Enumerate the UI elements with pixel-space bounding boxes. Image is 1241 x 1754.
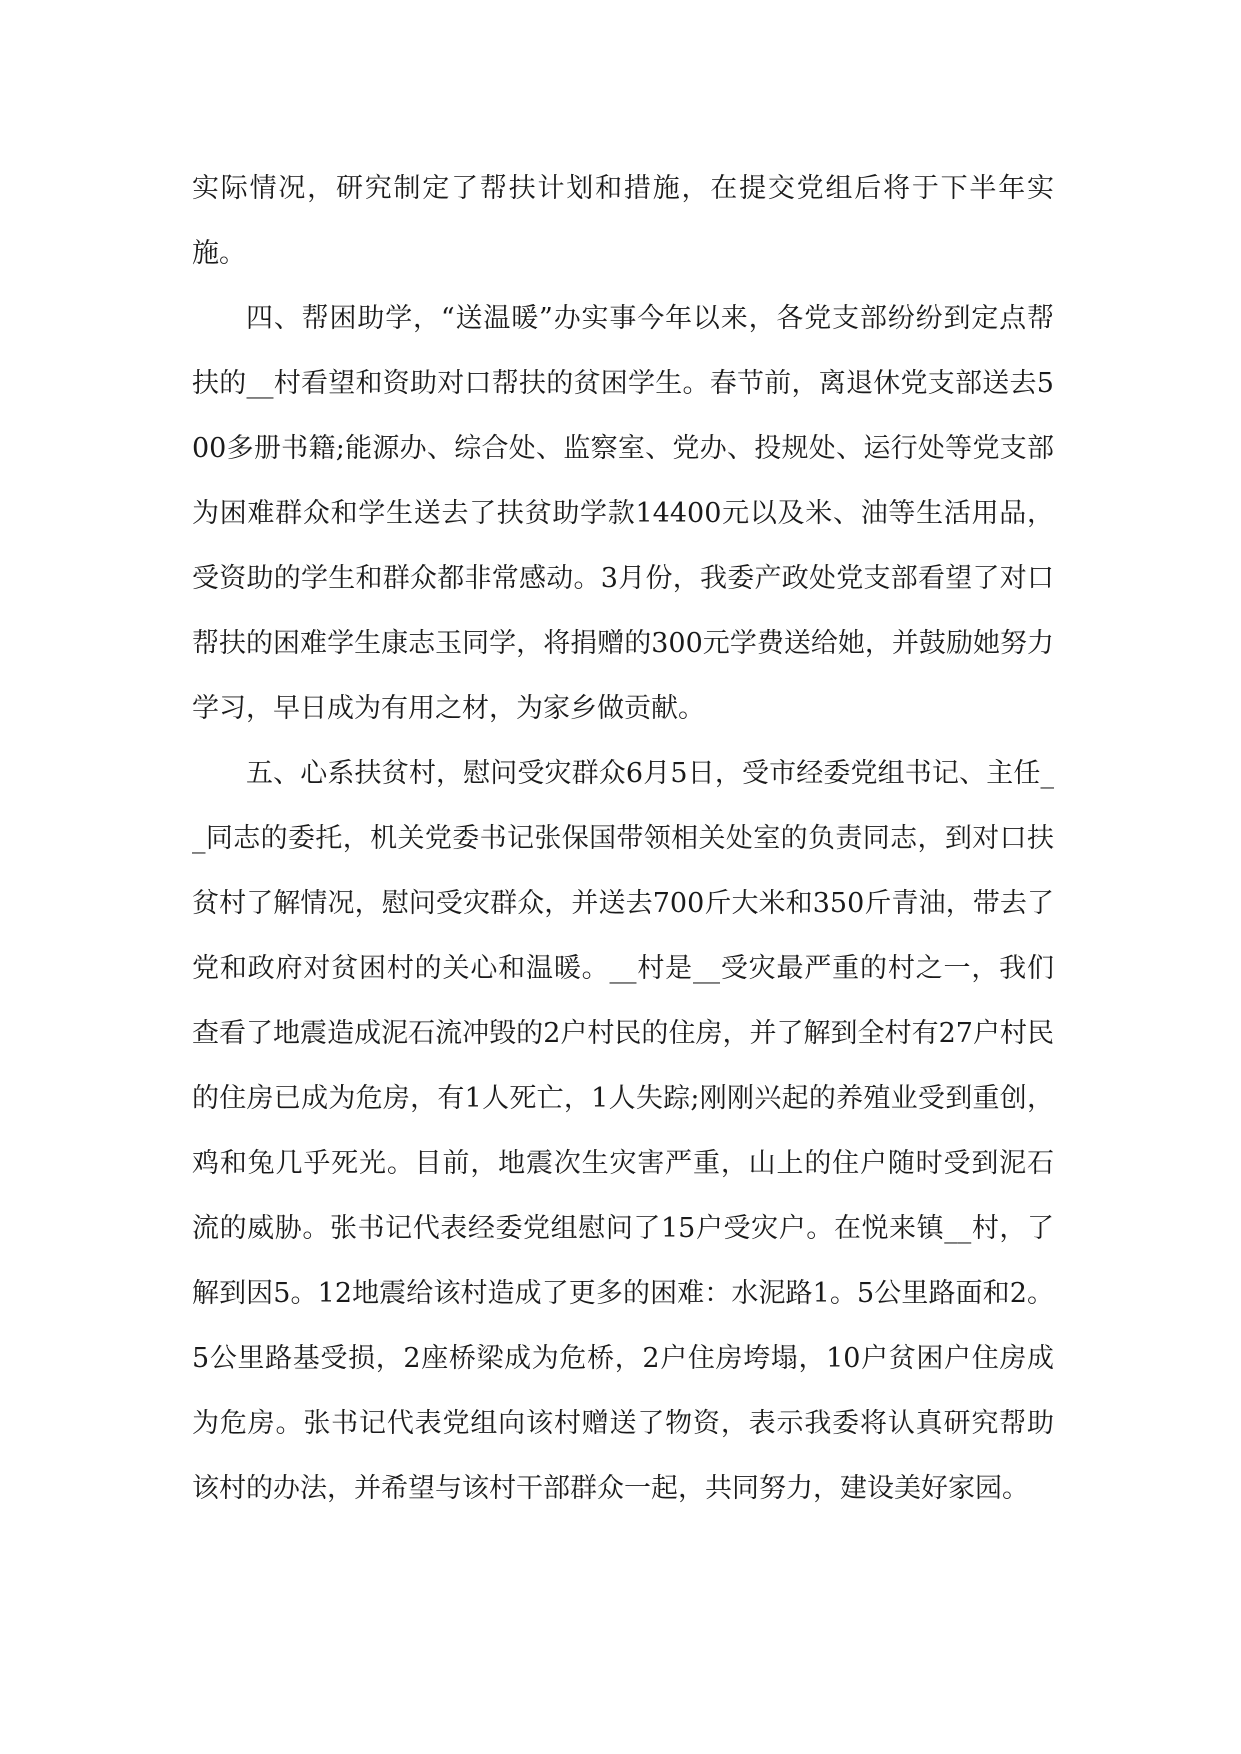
paragraph-section-four: 四、帮困助学，“送温暖”办实事今年以来，各党支部纷纷到定点帮扶的__村看望和资助对口帮扶的贫困学生。春节前，离退休党支部送去500多册书籍;能源办、综合处、监察室、党办、投规处、运行处等党支部为困难群众和学生送去了扶贫助学款14400元以及米、油等生活用品，受资助的学生和群众都非常感动。3月份，我委产政处党支部看望了对口帮扶的困难学生康志玉同学，将捐赠的300元学费送给她，并鼓励她努力学习，早日成为有用之材，为家乡做贡献。 xyxy=(192,303,1054,724)
paragraph-continuation: 实际情况，研究制定了帮扶计划和措施，在提交党组后将于下半年实施。 xyxy=(192,173,1054,269)
paragraph-section-five: 五、心系扶贫村，慰问受灾群众6月5日，受市经委党组书记、主任__同志的委托，机关党委书记张保国带领相关处室的负责同志，到对口扶贫村了解情况，慰问受灾群众，并送去700斤大米和350斤青油，带去了党和政府对贫困村的关心和温暖。__村是__受灾最严重的村之一，我们查看了地震造成泥石流冲毁的2户村民的住房，并了解到全村有27户村民的住房已成为危房，有1人死亡，1人失踪;刚刚兴起的养殖业受到重创，鸡和兔几乎死光。目前，地震次生灾害严重，山上的住户随时受到泥石流的威胁。张书记代表经委党组慰问了15户受灾户。在悦来镇__村，了解到因5。12地震给该村造成了更多的困难：水泥路1。5公里路面和2。5公里路基受损，2座桥梁成为危桥，2户住房垮塌，10户贫困户住房成为危房。张书记代表党组向该村赠送了物资，表示我委将认真研究帮助该村的办法，并希望与该村干部群众一起，共同努力，建设美好家园。 xyxy=(192,758,1054,1504)
document-body xyxy=(192,156,1054,1521)
